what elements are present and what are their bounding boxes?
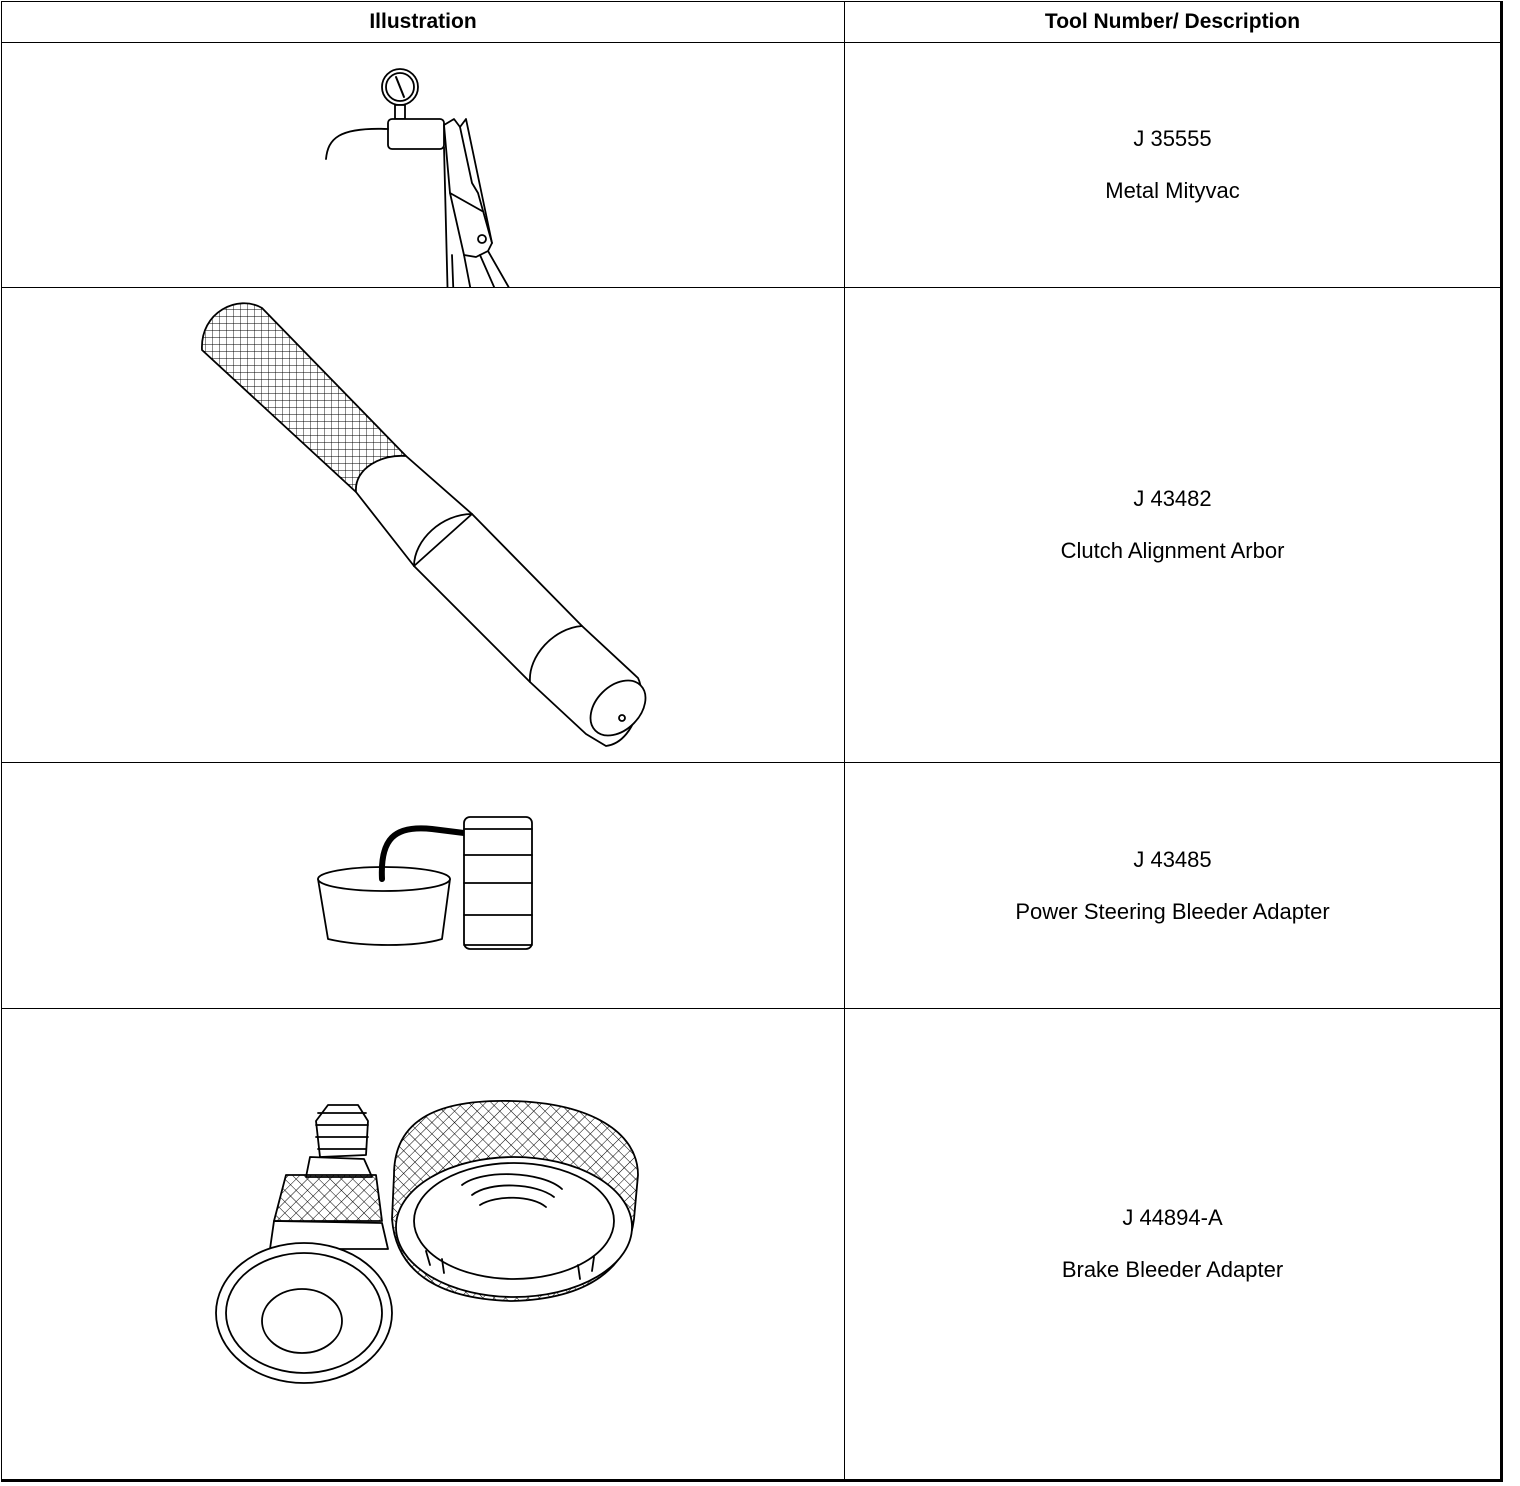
tool-description-cell [845,763,1502,1009]
tool-number: J 35555 [1133,126,1212,151]
illustration-cell [2,1009,845,1481]
table-row [2,288,1502,763]
header-illustration: Illustration [2,2,845,43]
illustration-cell [2,763,845,1009]
tool-table [1,1,1503,1482]
table-row [2,1009,1502,1481]
tool-description-cell [845,288,1502,763]
tool-number: J 43485 [1133,846,1212,872]
brake-bleeder-adapter-icon [2,1009,845,1479]
bleeder-adapter-icon [2,763,845,1008]
table-row [2,763,1502,1009]
illustration-cell [2,288,845,763]
tool-number: J 43482 [1133,486,1212,511]
illustration-cell [2,43,845,288]
alignment-arbor-icon [2,288,845,762]
tool-description-cell [845,1009,1502,1481]
tool-description: Brake Bleeder Adapter [1061,1257,1284,1282]
tool-number: J 44894-A [1122,1205,1223,1230]
tool-description: Power Steering Bleeder Adapter [1015,898,1330,924]
header-tool-description: Tool Number/ Description [845,2,1502,43]
table-row [2,43,1502,288]
table-header-row [2,2,1502,43]
tool-description: Clutch Alignment Arbor [1060,538,1285,563]
tool-description: Metal Mityvac [1105,178,1240,203]
tool-description-cell [845,43,1502,288]
vacuum-pump-icon [2,43,845,287]
